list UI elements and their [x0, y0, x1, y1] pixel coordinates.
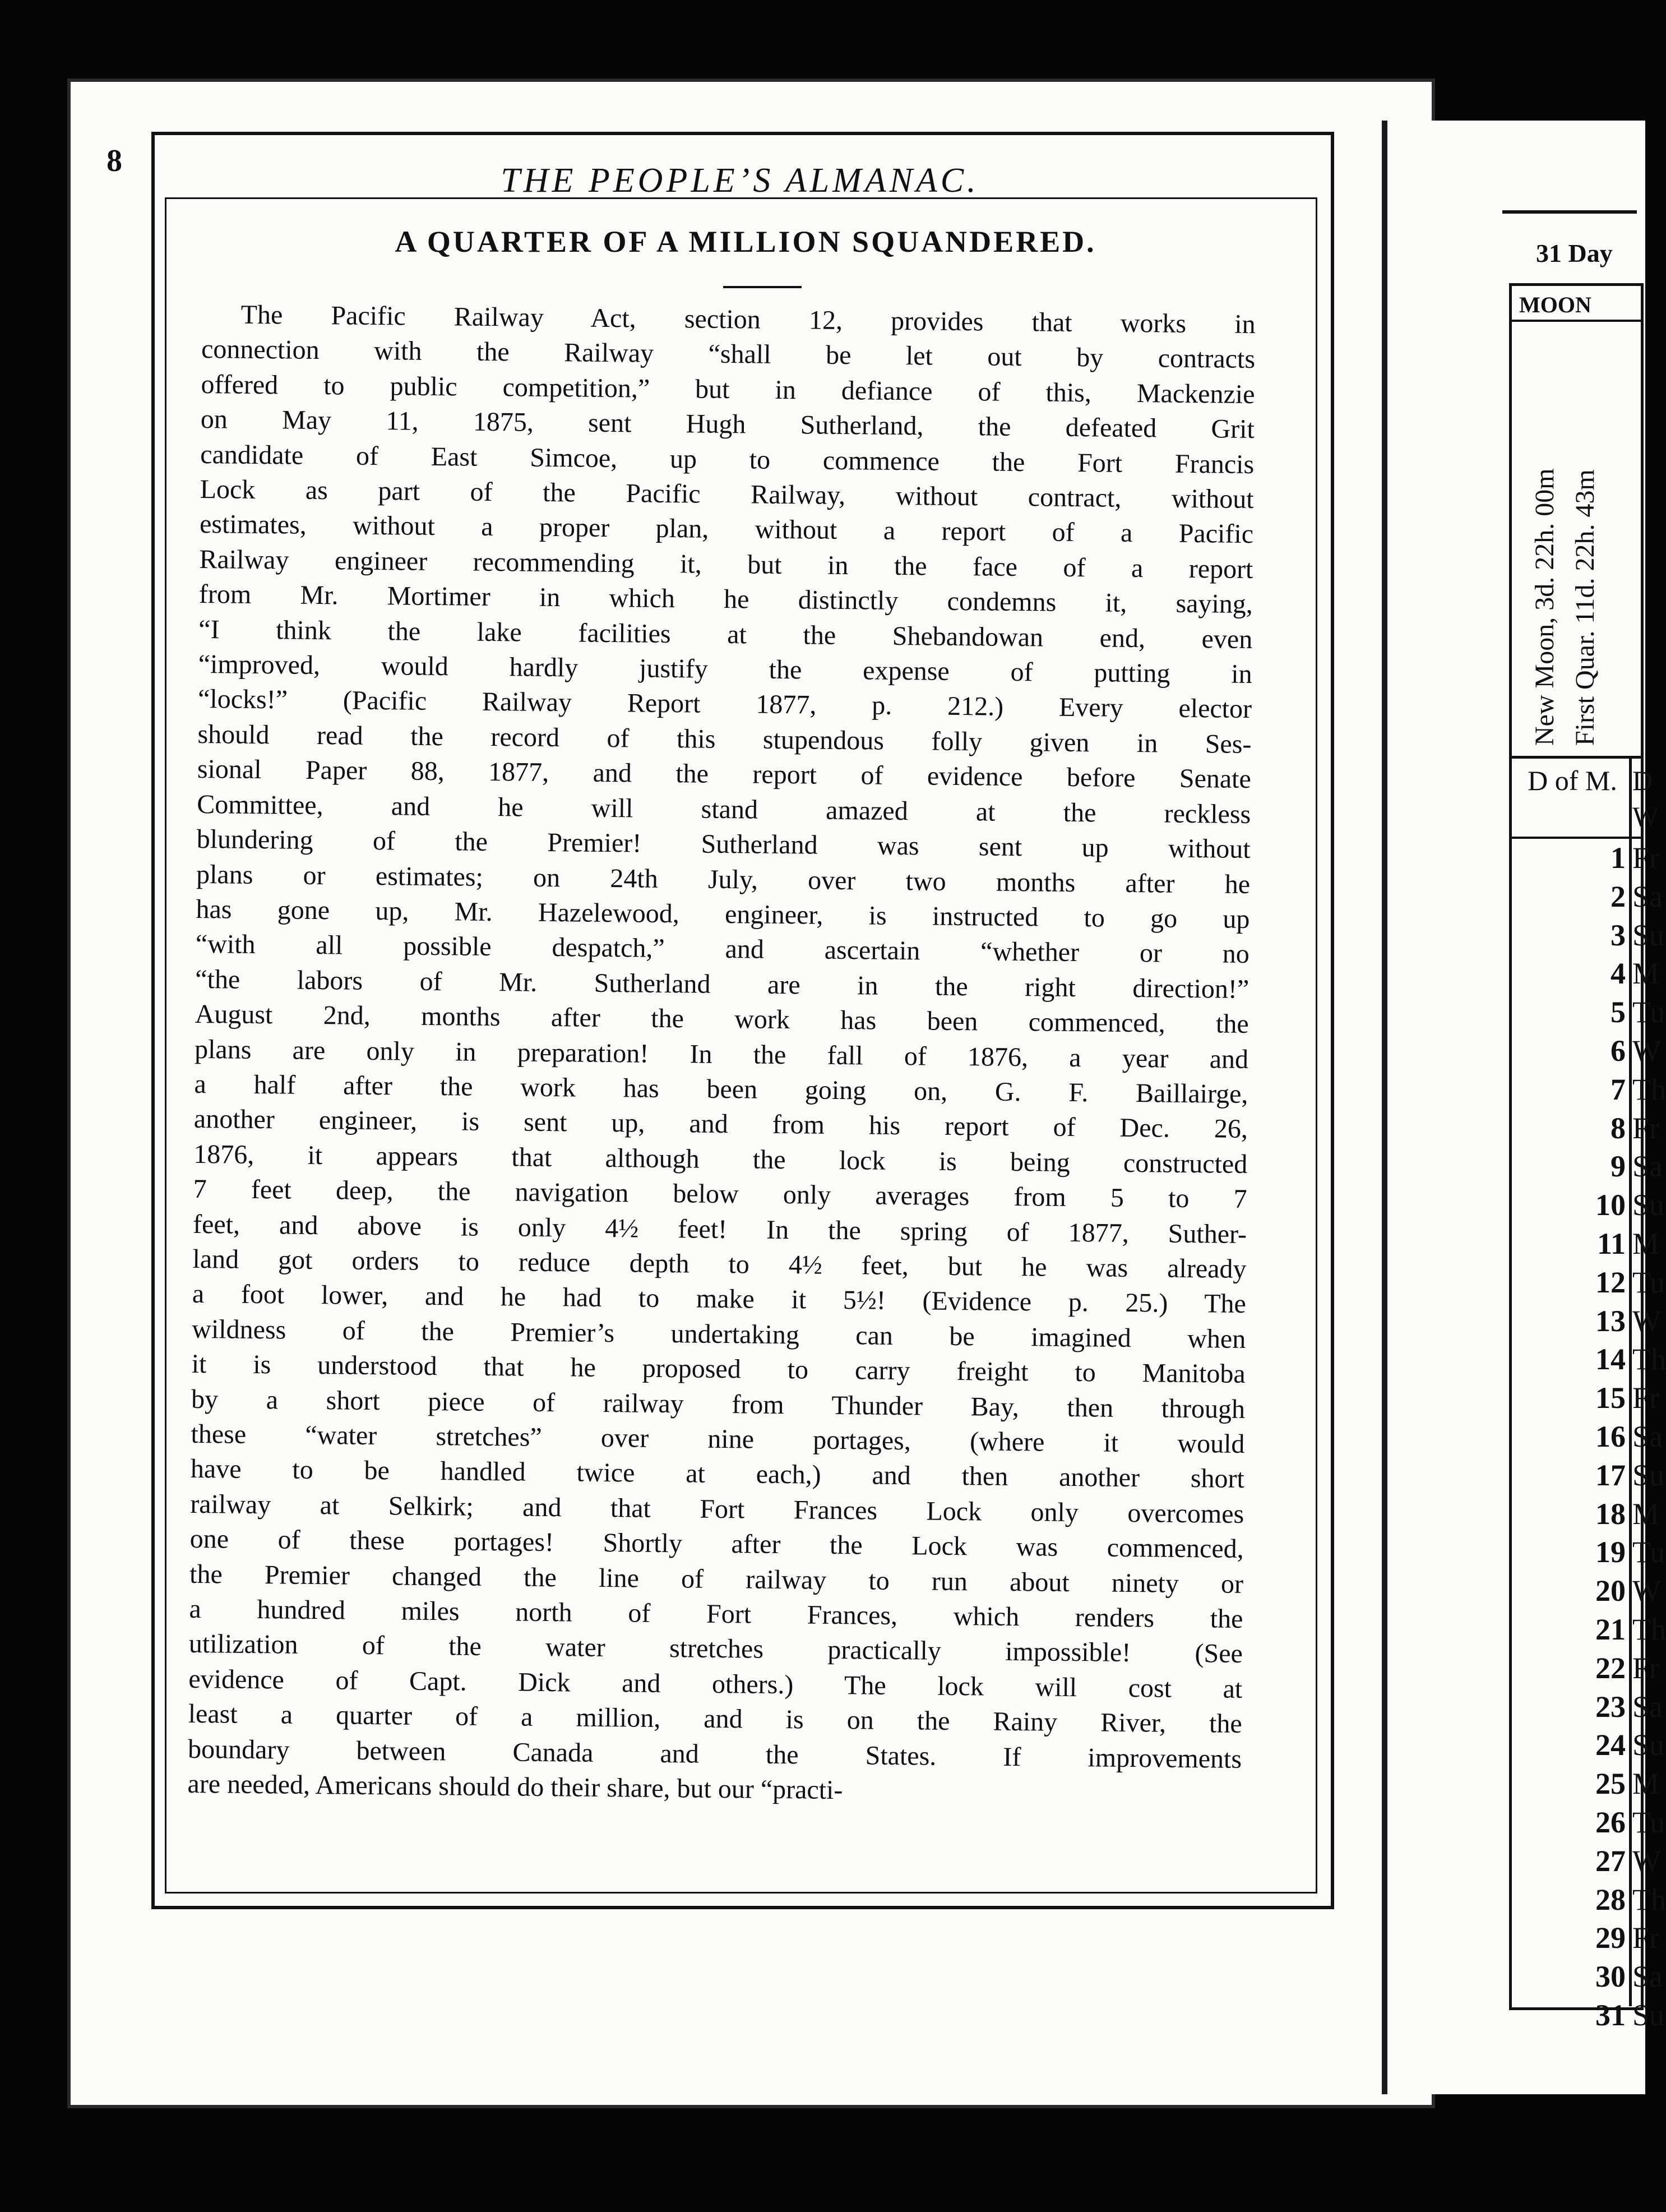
calendar-day-number: 16: [1595, 1419, 1626, 1453]
calendar-day-row: [1514, 1495, 1660, 1534]
body-line: feet, and above is only 4½ feet! In the spring of 1877, Suther-: [192, 1209, 1247, 1249]
body-line: 1876, it appears that although the lock is being constructed: [193, 1139, 1248, 1179]
body-line: candidate of East Simcoe, up to commence the Fort Francis: [200, 439, 1255, 479]
calendar-weekday: Tu: [1632, 1805, 1665, 1839]
body-line: land got orders to reduce depth to 4½ feet, but he was already: [192, 1244, 1247, 1284]
calendar-weekday: Fr: [1632, 841, 1660, 875]
body-line: a half after the work has been going on, G. F. Baillairge,: [194, 1069, 1248, 1109]
calendar-day-number: 2: [1611, 879, 1626, 913]
body-line: offered to public competition,” but in defiance of this, Mackenzie: [201, 369, 1255, 409]
calendar-day-row: [1514, 916, 1665, 955]
body-line: Committee, and he will stand amazed at the reckless: [197, 789, 1251, 829]
running-head: [168, 149, 1312, 199]
body-line: August 2nd, months after the work has been commenced, the: [195, 999, 1249, 1040]
calendar-weekday: Su: [1632, 1188, 1665, 1222]
calendar-weekday: Sa: [1632, 1960, 1663, 1994]
calendar-day-row: [1514, 1417, 1663, 1456]
body-line: has gone up, Mr. Hazelewood, engineer, is instructed to go up: [196, 894, 1250, 934]
calendar-day-row: [1514, 1147, 1663, 1186]
calendar-day-row: [1514, 1610, 1666, 1649]
calendar-day-row: [1514, 1302, 1661, 1341]
calendar-day-row: [1514, 1070, 1666, 1109]
calendar-weekday: Tu: [1632, 1265, 1665, 1299]
body-line: the Premier changed the line of railway to run about ninety or: [189, 1559, 1244, 1599]
body-line: “the labors of Mr. Sutherland are in the right direction!”: [195, 964, 1250, 1004]
body-line: “I think the lake facilities at the Shebandowan end, even: [198, 614, 1253, 654]
calendar-day-row: [1514, 993, 1665, 1032]
calendar-day-row: [1514, 1379, 1660, 1417]
calendar-day-number: 21: [1595, 1612, 1626, 1646]
calendar-day-number: 25: [1595, 1767, 1626, 1801]
body-line: it is understood that he proposed to carry freight to Manitoba: [191, 1349, 1246, 1389]
calendar-weekday: Tu: [1632, 995, 1665, 1029]
calendar-day-row: [1514, 839, 1660, 878]
calendar-weekday: W: [1632, 1033, 1661, 1068]
calendar-day-number: 3: [1611, 918, 1626, 952]
calendar-day-number: 27: [1595, 1844, 1626, 1878]
calendar-day-number: 14: [1595, 1342, 1626, 1377]
body-line: utilization of the water stretches practically impossible! (See: [188, 1629, 1243, 1669]
calendar-weekday: Th: [1632, 1072, 1666, 1106]
calendar-day-row: [1514, 1726, 1665, 1765]
body-line: sional Paper 88, 1877, and the report of evidence before Senate: [197, 754, 1252, 795]
calendar-weekday: Sa: [1632, 1419, 1663, 1453]
calendar-day-row: [1514, 878, 1663, 916]
calendar-day-number: 20: [1595, 1574, 1626, 1608]
calendar-grid-divider: [1509, 756, 1644, 759]
calendar-weekday: Th: [1632, 1612, 1666, 1646]
calendar-day-number: 1: [1611, 841, 1626, 875]
calendar-day-number: 24: [1595, 1728, 1626, 1762]
calendar-day-number: 26: [1595, 1805, 1626, 1839]
body-line: “locks!” (Pacific Railway Report 1877, p. 212.) Every elector: [197, 684, 1252, 724]
title-rule: [723, 286, 802, 288]
body-line: from Mr. Mortimer in which he distinctly condemns it, saying,: [198, 579, 1253, 620]
body-line: boundary between Canada and the States. If improvements: [187, 1734, 1242, 1774]
body-line: another engineer, is sent up, and from his report of Dec. 26,: [193, 1104, 1248, 1144]
body-line: The Pacific Railway Act, section 12, provides that works in: [240, 299, 1256, 340]
calendar-day-number: 7: [1611, 1072, 1626, 1106]
calendar-weekday: Su: [1632, 1458, 1665, 1492]
calendar-day-row: [1514, 1186, 1665, 1225]
body-line: plans are only in preparation! In the fall of 1876, a year and: [194, 1034, 1249, 1074]
calendar-day-row: [1514, 1881, 1666, 1919]
calendar-day-number: 22: [1595, 1651, 1626, 1685]
moon-phase-new: New Moon, 3d. 22h. 00m: [1530, 468, 1559, 746]
body-line: “improved, would hardly justify the expense of putting in: [198, 649, 1252, 690]
calendar-weekday: Fr: [1632, 1111, 1660, 1145]
calendar-day-number: 29: [1595, 1921, 1626, 1955]
body-line: are needed, Americans should do their share, but our “practi-: [187, 1768, 843, 1805]
calendar-day-row: [1514, 1649, 1660, 1688]
calendar-weekday: M: [1632, 1226, 1660, 1260]
calendar-day-row: [1514, 1456, 1665, 1495]
calendar-day-row: [1514, 1109, 1660, 1148]
calendar-weekday: Su: [1632, 1728, 1665, 1762]
calendar-moon-label: MOON: [1519, 292, 1591, 317]
article-body: [187, 297, 1256, 1812]
calendar-weekday: Sa: [1632, 879, 1663, 913]
calendar-weekday: Sa: [1632, 1149, 1663, 1184]
calendar-weekday: W: [1632, 1574, 1661, 1608]
article-title: A QUARTER OF A MILLION SQUANDERED.: [395, 225, 1096, 258]
body-line: a hundred miles north of Fort Frances, which renders the: [189, 1594, 1243, 1634]
body-line: estimates, without a proper plan, without a report of a Pacific: [199, 509, 1254, 549]
calendar-day-row: [1514, 1340, 1666, 1379]
body-line: have to be handled twice at each,) and then another short: [190, 1454, 1245, 1494]
body-line: these “water stretches” over nine portages, (where it would: [191, 1419, 1245, 1459]
calendar-day-number: 31: [1595, 1998, 1626, 2032]
calendar-weekday: M: [1632, 957, 1660, 991]
calendar-day-number: 15: [1595, 1381, 1626, 1415]
calendar-day-number: 19: [1595, 1535, 1626, 1569]
calendar-day-number: 30: [1595, 1960, 1626, 1994]
calendar-day-row: [1514, 1533, 1665, 1572]
body-line: least a quarter of a million, and is on the Rainy River, the: [188, 1699, 1242, 1739]
calendar-day-row: [1514, 1688, 1663, 1726]
calendar-month-header: 31 Day: [1536, 239, 1613, 267]
calendar-day-number: 13: [1595, 1304, 1626, 1338]
calendar-weekday: Su: [1632, 918, 1665, 952]
body-line: evidence of Capt. Dick and others.) The lock will cost at: [188, 1664, 1243, 1704]
calendar-col-day-of-week: D W: [1632, 765, 1659, 832]
page-number: 8: [107, 144, 122, 178]
calendar-day-row: [1514, 1957, 1663, 1996]
calendar-day-row: [1514, 1765, 1660, 1803]
body-line: wildness of the Premier’s undertaking can be imagined when: [192, 1314, 1246, 1354]
calendar-weekday: Fr: [1632, 1651, 1660, 1685]
body-line: should read the record of this stupendous folly given in Ses-: [197, 719, 1252, 759]
calendar-day-row: [1514, 954, 1660, 993]
body-line: Railway engineer recommending it, but in the face of a report: [199, 544, 1253, 584]
calendar-day-row: [1514, 1263, 1665, 1302]
calendar-weekday: Th: [1632, 1882, 1666, 1917]
body-line: by a short piece of railway from Thunder Bay, then through: [191, 1384, 1246, 1424]
body-line: plans or estimates; on 24th July, over two months after he: [196, 859, 1251, 899]
body-line: connection with the Railway “shall be let out by contracts: [201, 334, 1256, 375]
body-line: one of these portages! Shortly after the Lock was commenced,: [189, 1524, 1244, 1564]
calendar-day-number: 12: [1595, 1265, 1626, 1299]
body-line: a foot lower, and he had to make it 5½! (Evidence p. 25.) The: [192, 1279, 1247, 1319]
calendar-weekday: M: [1632, 1497, 1660, 1531]
calendar-weekday: Th: [1632, 1342, 1666, 1377]
calendar-day-number: 8: [1611, 1111, 1626, 1145]
calendar-weekday: Sa: [1632, 1689, 1663, 1724]
calendar-day-row: [1514, 1842, 1661, 1881]
calendar-weekday: Tu: [1632, 1535, 1665, 1569]
body-line: “with all possible despatch,” and ascertain “whether or no: [195, 929, 1250, 969]
calendar-weekday: Fr: [1632, 1381, 1660, 1415]
calendar-day-number: 4: [1611, 957, 1626, 991]
body-line: blundering of the Premier! Sutherland was sent up without: [196, 824, 1251, 865]
calendar-day-number: 23: [1595, 1689, 1626, 1724]
calendar-days-list: [1514, 839, 1666, 2035]
body-line: 7 feet deep, the navigation below only averages from 5 to 7: [193, 1174, 1247, 1214]
body-line: Lock as part of the Pacific Railway, without contract, without: [200, 474, 1254, 515]
calendar-day-number: 11: [1596, 1226, 1626, 1260]
calendar-weekday: W: [1632, 1304, 1661, 1338]
calendar-day-row: [1514, 1032, 1661, 1070]
calendar-day-number: 18: [1595, 1497, 1626, 1531]
running-title: THE PEOPLE’S ALMANAC.: [501, 161, 979, 200]
calendar-weekday: Fr: [1632, 1921, 1660, 1955]
calendar-top-rule: [1502, 210, 1637, 214]
calendar-weekday: W: [1632, 1844, 1661, 1878]
calendar-weekday: Su: [1632, 1998, 1665, 2032]
body-line: on May 11, 1875, sent Hugh Sutherland, the defeated Grit: [200, 404, 1255, 445]
calendar-day-number: 10: [1595, 1188, 1626, 1222]
moon-phase-first-quarter: First Quar. 11d. 22h. 43m: [1570, 469, 1600, 746]
body-line: railway at Selkirk; and that Fort Frances Lock only overcomes: [190, 1489, 1244, 1529]
calendar-day-row: [1514, 1919, 1660, 1957]
calendar-weekday: M: [1632, 1767, 1660, 1801]
calendar-day-row: [1514, 1225, 1660, 1263]
calendar-day-row: [1514, 1803, 1665, 1842]
calendar-day-row: [1514, 1572, 1661, 1610]
calendar-day-number: 17: [1595, 1458, 1626, 1492]
calendar-day-number: 6: [1611, 1033, 1626, 1068]
calendar-day-number: 28: [1595, 1882, 1626, 1917]
calendar-day-number: 5: [1611, 995, 1626, 1029]
calendar-day-row: [1514, 1996, 1665, 2035]
calendar-moon-phases: [1525, 320, 1637, 746]
calendar-col-day-of-month: D of M.: [1528, 765, 1617, 796]
calendar-day-number: 9: [1611, 1149, 1626, 1184]
